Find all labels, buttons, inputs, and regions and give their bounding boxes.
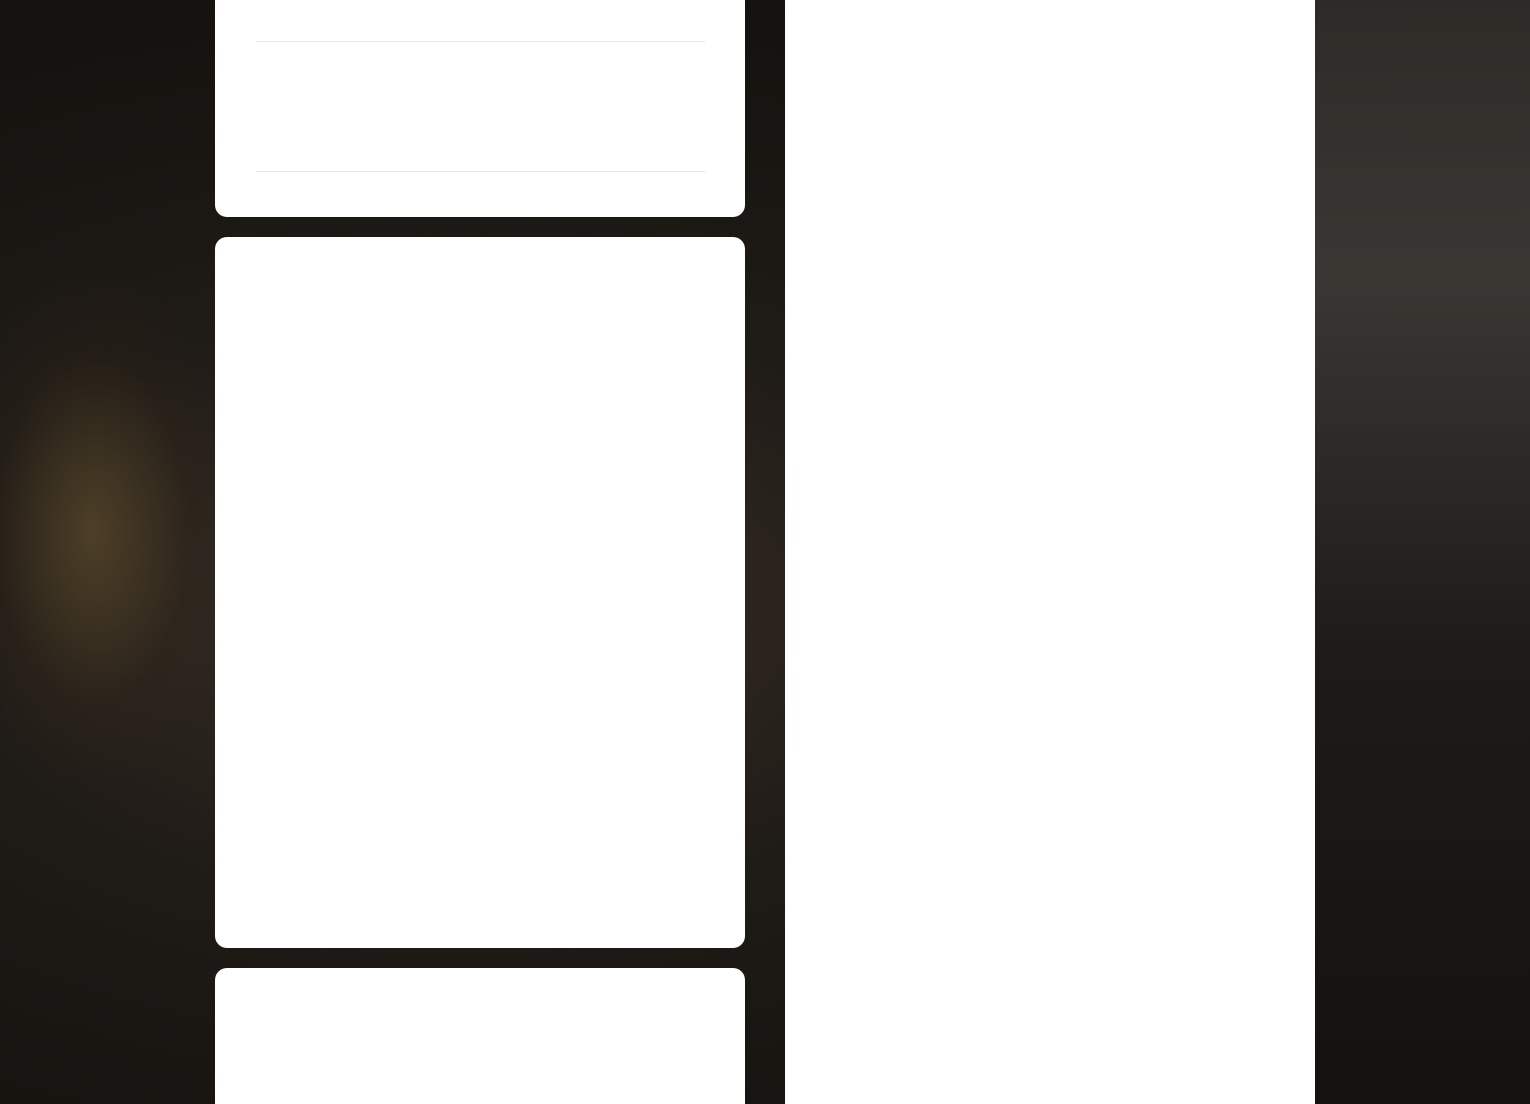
sides-card: [215, 237, 745, 948]
sandwiches-card: [785, 0, 1315, 1104]
salads-card: [215, 0, 745, 217]
kids-card: [215, 968, 745, 1104]
background-glow: [0, 280, 230, 780]
background-right: [1315, 0, 1530, 1104]
menu-item-caesar: [256, 42, 705, 172]
